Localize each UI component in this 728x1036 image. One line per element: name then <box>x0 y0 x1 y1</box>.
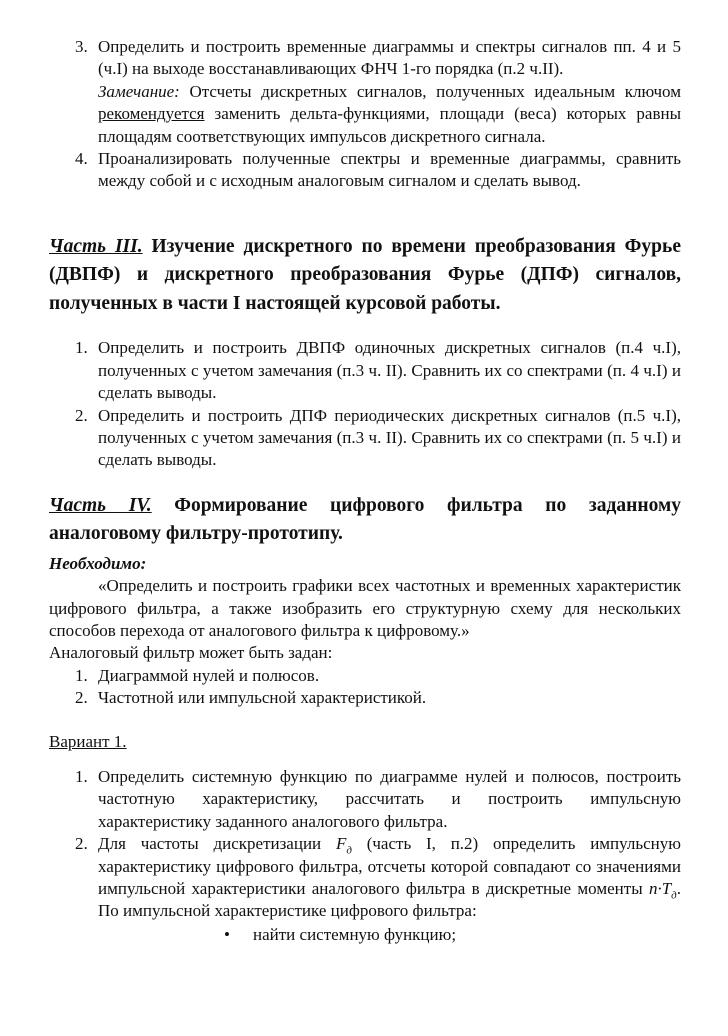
part3-heading <box>49 233 681 319</box>
list-number: 2. <box>75 834 88 854</box>
nt-symbol <box>648 879 677 902</box>
part4-heading <box>49 492 681 549</box>
list-number: 2. <box>75 688 88 708</box>
note-label: Замечание: <box>98 81 180 101</box>
list-text: Для частоты дискретизации <box>98 834 336 854</box>
list-number: 1. <box>75 338 88 358</box>
part4-title: Формирование цифрового фильтра по заданному аналоговому фильтру-прототипу. <box>49 494 681 545</box>
list-item <box>49 148 681 193</box>
filter-intro: Аналоговый фильтр может быть задан: <box>49 643 333 663</box>
variant-list <box>49 766 681 923</box>
list-text: Определить системную функцию по диаграмме нулей и полюсов, построить частотную характеристику, рассчитать и построить импульсную характеристику заданного аналогового фильтра. <box>98 767 681 831</box>
list-number: 1. <box>75 767 88 787</box>
list-item <box>49 36 681 148</box>
bullet-icon: • <box>224 924 230 944</box>
list-text: Определить и построить ДПФ периодических дискретных сигналов (п.5 ч.I), полученных с учетом замечания (п.3 ч. II). Сравнить их со спектрами (п. 5 ч.I) и сделать выводы. <box>98 405 681 470</box>
fd-subscript: д <box>346 844 352 857</box>
list-number: 2. <box>75 405 88 425</box>
fd-symbol <box>335 834 352 857</box>
list-number: 4. <box>75 149 88 169</box>
document-page <box>49 36 681 946</box>
filter-options-list <box>49 665 681 710</box>
part3-title: Изучение дискретного по времени преобразования Фурье (ДВПФ) и дискретного преобразования Фурье (ДПФ) сигналов, полученных в части I настоящей курсовой работы. <box>49 235 681 314</box>
list-text: Проанализировать полученные спектры и временные диаграммы, сравнить между собой и с исходным аналоговым сигналом и сделать вывод. <box>98 149 681 191</box>
note-text: заменить дельта-функциями, площади (веса) которых равны площадям соответствующих импульсов дискретного сигнала. <box>98 104 681 146</box>
bullet-item <box>49 924 681 946</box>
list-item <box>49 665 681 687</box>
list-item <box>49 405 681 472</box>
list-text: (часть I, п.2) определить импульсную характеристику цифрового фильтра, отсчеты которой совпадают со значениями импульсной характеристики аналогового фильтра в дискретные моменты <box>98 834 681 899</box>
note-text: Отсчеты дискретных сигналов, полученных идеальным ключом <box>179 81 681 101</box>
nt-letters: n·T <box>648 879 672 899</box>
part3-label: Часть III. <box>49 235 143 257</box>
list-text: Частотной или импульсной характеристикой. <box>98 688 427 708</box>
quote-paragraph: «Определить и построить графики всех частотных и временных характеристик цифрового фильтра, а также изобразить его структурную схему для нескольких способов перехода от аналогового фильтра к цифровому.» <box>49 576 681 640</box>
list-number: 1. <box>75 665 88 685</box>
list-text: . По импульсной характеристике цифрового фильтра: <box>98 879 681 921</box>
list-text: Диаграммой нулей и полюсов. <box>98 665 320 685</box>
bullet-text: найти системную функцию; <box>253 924 457 944</box>
variant-label: Вариант 1. <box>49 731 127 751</box>
part3-list <box>49 337 681 471</box>
list-item <box>49 766 681 833</box>
fd-letter: F <box>335 834 347 854</box>
list-item <box>49 337 681 404</box>
list-item <box>49 833 681 923</box>
list-text: Определить и построить временные диаграммы и спектры сигналов пп. 4 и 5 (ч.I) на выходе восстанавливающих ФНЧ 1-го порядка (п.2 ч.II). <box>98 37 681 79</box>
note-underlined: рекомендуется <box>98 104 205 124</box>
nt-subscript: д <box>671 889 677 902</box>
list-text: Определить и построить ДВПФ одиночных дискретных сигналов (п.4 ч.I), полученных с учетом замечания (п.3 ч. II). Сравнить их со спектрами (п. 4 ч.I) и сделать выводы. <box>98 338 681 403</box>
list-number: 3. <box>75 37 88 56</box>
part4-label: Часть IV. <box>49 494 152 516</box>
list-item <box>49 687 681 709</box>
part2-list <box>49 36 681 193</box>
required-label: Необходимо: <box>49 553 147 573</box>
